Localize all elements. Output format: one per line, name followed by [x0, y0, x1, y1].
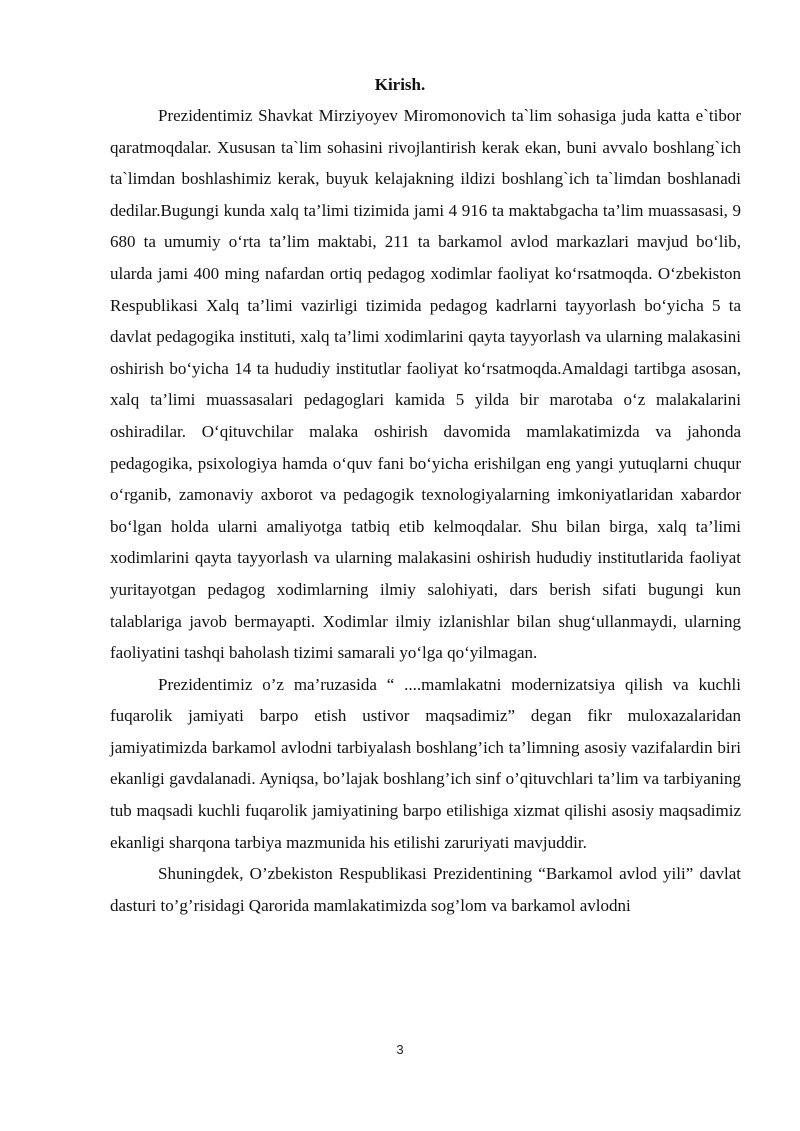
paragraph-2: Prezidentimiz o’z ma’ruzasida “ ....mamlakatni modernizatsiya qilish va kuchli fuqarolik jamiyati barpo etish ustivor maqsadimiz” degan fikr muloxazalaridan jamiyatimizda barkamol avlodni tarbiyalash boshlang’ich ta’limning asosiy vazifalardin biri ekanligi gavdalanadi. Ayniqsa, bo’lajak boshlang’ich sinf o’qituvchlari ta’lim va tarbiyaning tub maqsadi kuchli fuqarolik jamiyatining barpo etilishiga xizmat qilishi asosiy maqsadimiz ekanligi sharqona tarbiya mazmunida his etilishi zaruriyati mavjuddir.: [110, 674, 741, 852]
paragraph-1: Prezidentimiz Shavkat Mirziyoyev Miromonovich ta`lim sohasiga juda katta e`tibor qaratmoqdalar. Xususan ta`lim sohasini rivojlantirish kerak ekan, buni avvalo boshlang`ich ta`limdan boshlashimiz kerak, buyuk kelajakning ildizi boshlang`ich ta`limdan boshlanadi dedilar.Bugungi kunda xalq ta’limi tizimida jami 4 916 ta maktabgacha ta’lim muassasasi, 9 680 ta umumiy o‘rta ta’lim maktabi, 211 ta barkamol avlod markazlari mavjud bo‘lib, ularda jami 400 ming nafardan ortiq pedagog xodimlar faoliyat ko‘rsatmoqda. O‘zbekiston Respublikasi Xalq ta’limi vazirligi tizimida pedagog kadrlarni tayyorlash bo‘yicha 5 ta davlat pedagogika instituti, xalq ta’limi xodimlarini qayta tayyorlash va ularning malakasini oshirish bo‘yicha 14 ta hududiy institutlar faoliyat ko‘rsatmoqda.Amaldagi tartibga asosan, xalq ta’limi muassasalari pedagoglari kamida 5 yilda bir marotaba o‘z malakalarini oshiradilar. O‘qituvchilar malaka oshirish davomida mamlakatimizda va jahonda pedagogika, psixologiya hamda o‘quv fani bo‘yicha erishilgan eng yangi yutuqlarni chuqur o‘rganib, zamonaviy axborot va pedagogik texnologiyalarning imkoniyatlaridan xabardor bo‘lgan holda ularni amaliyotga tatbiq etib kelmoqdalar. Shu bilan birga, xalq ta’limi xodimlarini qayta tayyorlash va ularning malakasini oshirish hududiy institutlarida faoliyat yuritayotgan pedagog xodimlarning ilmiy salohiyati, dars berish sifati bugungi kun talablariga javob bermayapti. Xodimlar ilmiy izlanishlar bilan shug‘ullanmaydi, ularning faoliyatini tashqi baholash tizimi samarali yo‘lga qo‘yilmagan.: [110, 106, 741, 663]
page-title: Kirish.: [374, 75, 426, 94]
paragraph-3: Shuningdek, O’zbekiston Respublikasi Prezidentining “Barkamol avlod yili” davlat dasturi to’g’risidagi Qarorida mamlakatimizda sog’lom va barkamol avlodni: [110, 864, 741, 915]
page-number: 3: [396, 1042, 404, 1057]
body-text: [110, 100, 741, 921]
